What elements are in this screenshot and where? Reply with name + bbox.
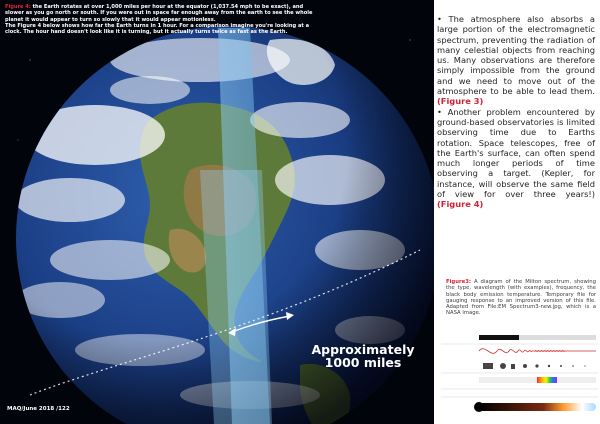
figure4-link: (Figure 4)	[437, 199, 484, 210]
paragraph-rotation	[437, 107, 595, 210]
paragraph-atmosphere-text: • The atmosphere also absorbs a large portion of the electromagnetic spectrum, preventing the radiation of many celestial objects from reaching us. Many observations are therefore simply impossible from the ground and we need to move out of the atmosphere to be able to lead them.	[437, 14, 595, 97]
em-spectrum-illustration	[441, 333, 598, 421]
photo-caption	[5, 4, 323, 35]
distance-label-line1: Approximately	[311, 342, 415, 357]
photo-caption-ref: Figure 4:	[5, 4, 31, 10]
figure3-link: (Figure 3)	[437, 96, 484, 107]
distance-label	[303, 343, 423, 369]
paragraph-rotation-text: • Another problem encountered by ground-based observatories is limited observing time due to Earths rotation. Space telescopes, free of the Earth's surface, can often spend much longer periods of time observing a target. (Kepler, for instance, will observe the same field of view for over three years!)	[437, 106, 595, 200]
figure3-caption-ref: Figure3:	[446, 279, 472, 285]
body-text	[437, 14, 595, 210]
paragraph-atmosphere	[437, 14, 595, 107]
figure3-caption	[446, 279, 596, 317]
page-footer: MAQ/June 2018 /122	[7, 406, 70, 412]
em-spectrum-figure	[441, 333, 598, 421]
photo-caption-text: the Earth rotates at over 1,000 miles per hour at the equator (1,037.54 mph to be exact), and slower as you go north or south. If you were out in space far enough away from the earth to see the whole planet it would appear to turn so slowly that it would appear motionless.	[5, 4, 313, 23]
text-column	[437, 14, 595, 210]
photo-caption-text-2: The Figure 4 below shows how far the Earth turns in 1 hour. For a comparison imagine you're looking at a clock. The hour hand doesn't look like it is turning, but it actually turns twice as fast as the Earth.	[5, 22, 310, 36]
figure3-caption-text: A diagram of the Milton spectrum, showing the type, wavelength (with examples), frequency, the black body emission temperature. Temporary file for gauging response to an improved version of this file. Adapted from File:EM Spectrum3-new.jpg, which is a NASA image.	[446, 279, 596, 317]
distance-label-line2: 1000 miles	[324, 355, 402, 370]
